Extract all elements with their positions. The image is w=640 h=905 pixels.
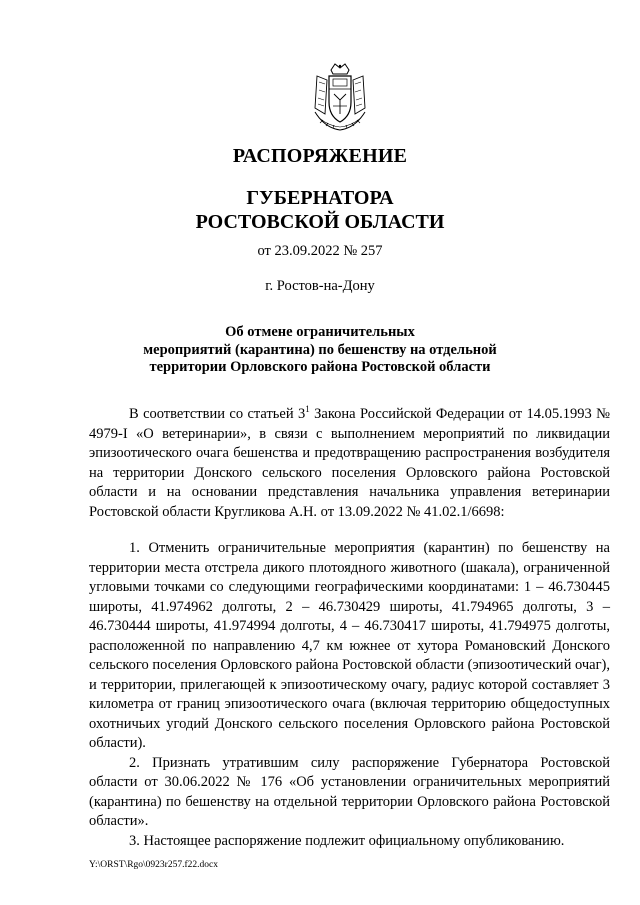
title-line-3: территории Орловского района Ростовской области <box>149 359 491 375</box>
document-date-number: от 23.09.2022 № 257 <box>257 243 383 259</box>
order-item-3: 3. Настоящее распоряжение подлежит официальному опубликованию. <box>129 832 565 849</box>
title-line-2: мероприятий (карантина) по бешенству на отдельной <box>143 341 497 358</box>
preamble-paragraph <box>89 405 610 522</box>
coat-of-arms-icon <box>311 62 369 134</box>
order-item-1: 1. Отменить ограничительные мероприятия (карантин) по бешенству на территории места отстрела дикого плотоядного животного (шакала), ограниченной угловыми точками со следующими географическими координатами: 1 – 46.730445 широты, 41.974962 долготы, 2 – 46.730429 широты, 41.794965 долготы, 3 – 46.730444 широты, 41.974994 долготы, 4 – 46.730417 широты, 41.794975 долготы, расположенной по направлению 4,7 км южнее от хутора Романовский Донского сельского поселения Орловского района Ростовской области (эпизоотический очаг), и территории, прилегающей к эпизоотическому очагу, радиус которой составляет 3 километра от границ эпизоотического очага (включая территорию общедоступных охотничьих угодий Донского сельского поселения Орловского района Ростовской области). <box>89 540 610 751</box>
document-title <box>60 324 580 377</box>
file-path-footer: Y:\ORST\Rgo\0923r257.f22.docx <box>89 860 218 870</box>
issuer-line-1: ГУБЕРНАТОРА <box>246 187 394 209</box>
order-items <box>89 539 610 851</box>
article-superscript: 1 <box>305 404 310 415</box>
order-item-2: 2. Признать утратившим силу распоряжение Губернатора Ростовской области от 30.06.2022 № 176 «Об установлении ограничительных мероприятий (карантина) по бешенству на отдельной территории Орловского района Ростовской области». <box>89 754 610 829</box>
issue-city: г. Ростов-на-Дону <box>265 278 375 294</box>
title-line-1: Об отмене ограничительных <box>225 324 415 340</box>
document-type-heading: РАСПОРЯЖЕНИЕ <box>232 145 408 167</box>
preamble-start: В соответствии со статьей 3 <box>129 406 306 422</box>
preamble-rest: Закона Российской Федерации от 14.05.1993 № 4979-I «О ветеринарии», в связи с выполнением мероприятий по ликвидации эпизоотического очага бешенства и предотвращению распространения возбудителя на территории Донского сельского поселения Орловского района Ростовской области и на основании представления начальника управления ветеринарии Ростовской области Кругликова А.Н. от 13.09.2022 № 41.02.1/6698: <box>89 406 610 520</box>
issuer-line-2: РОСТОВСКОЙ ОБЛАСТИ <box>195 211 445 233</box>
issuer-heading <box>60 186 580 234</box>
